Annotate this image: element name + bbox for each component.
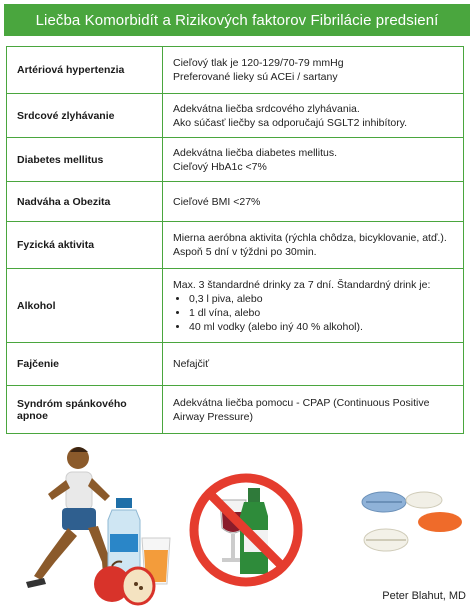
no-alcohol-icon [186,470,306,590]
row-line: Cieľový tlak je 120-129/70-79 mmHg [173,57,344,69]
table-row [6,269,464,343]
row-label: Artériová hypertenzia [7,47,163,93]
comorbidity-table [6,46,464,434]
table-row [6,182,464,222]
row-label: Alkohol [7,269,163,342]
row-line: Preferované lieky sú ACEi / sartany [173,71,338,83]
title-banner [4,4,470,36]
row-line: Adekvátna liečba diabetes mellitus. [173,146,338,159]
list-item: • 1 dl vína, alebo [189,306,453,320]
row-content [163,138,463,181]
row-label: Fajčenie [7,343,163,385]
row-line: Adekvátna liečba srdcového zlyhávania. [173,102,360,115]
row-line: Nefajčiť [173,358,210,370]
row-label: Syndróm spánkového apnoe [7,386,163,433]
table-row [6,222,464,269]
list-item: • 40 ml vodky (alebo iný 40 % alkohol). [189,320,453,334]
row-content [163,94,463,137]
row-line: Cieľový HbA1c <7% [173,160,267,173]
list-item: • 0,3 l piva, alebo [189,292,453,306]
table-row [6,47,464,94]
row-label: Fyzická aktivita [7,222,163,268]
row-content [163,343,463,385]
page-title: Liečba Komorbidít a Rizikových faktorov Fibrilácie predsiení [35,11,439,29]
row-label: Nadváha a Obezita [7,182,163,221]
row-line: Mierna aeróbna aktivita (rýchla chôdza, bicyklovanie, atď.). [173,232,447,244]
row-line: Aspoň 5 dní v týždni po 30min. [173,246,317,258]
table-row [6,386,464,434]
table-row [6,138,464,182]
apple-illustration [92,560,156,606]
row-content [163,182,463,221]
row-label: Srdcové zlyhávanie [7,94,163,137]
table-row [6,94,464,138]
row-content [163,222,463,268]
row-content [163,386,463,433]
row-line: Adekvátna liečba pomocu - CPAP (Continuous Positive Airway Pressure) [173,396,430,423]
bullet-list [173,292,453,334]
table-row [6,343,464,386]
row-content [163,269,463,342]
row-intro: Max. 3 štandardné drinky za 7 dní. Štandardný drink je: [173,278,431,291]
row-line: Ako súčasť liečby sa odporučajú SGLT2 inhibítory. [173,116,408,129]
row-label: Diabetes mellitus [7,138,163,181]
pills-icon [358,484,468,564]
author-credit: Peter Blahut, MD [382,590,466,602]
row-line: Cieľové BMI <27% [173,195,261,208]
row-content [163,47,463,93]
